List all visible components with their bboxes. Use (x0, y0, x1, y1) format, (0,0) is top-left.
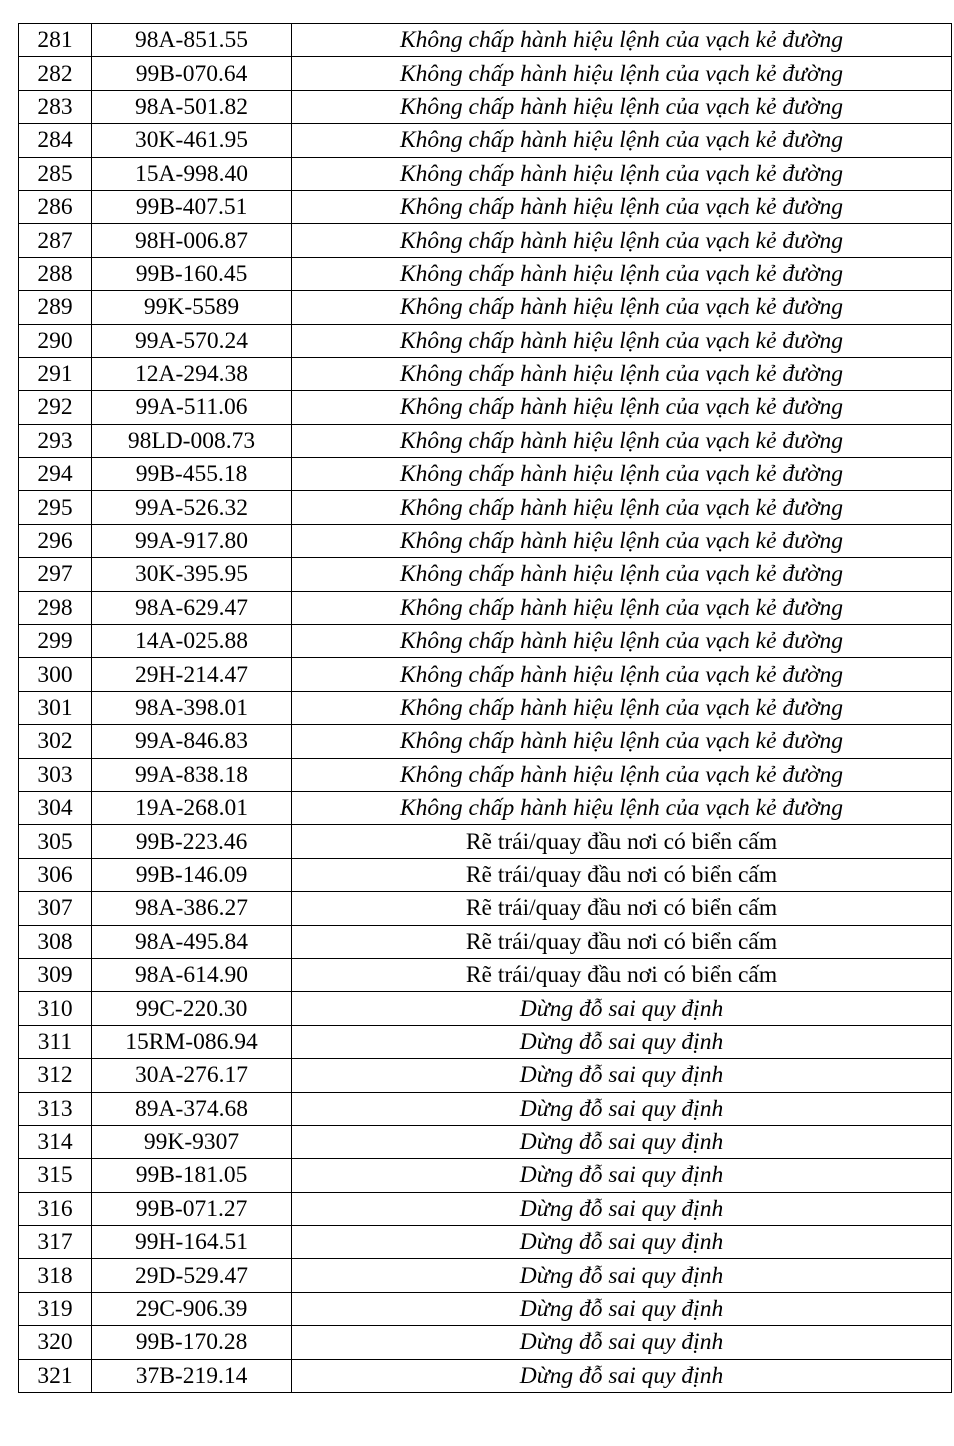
row-number-cell: 287 (19, 224, 92, 257)
row-number-cell: 301 (19, 691, 92, 724)
violation-description-cell: Rẽ trái/quay đầu nơi có biển cấm (292, 858, 952, 891)
row-number-cell: 317 (19, 1226, 92, 1259)
row-number-cell: 285 (19, 157, 92, 190)
table-row (19, 90, 952, 123)
violation-description-cell: Không chấp hành hiệu lệnh của vạch kẻ đường (292, 558, 952, 591)
violation-description-cell: Không chấp hành hiệu lệnh của vạch kẻ đường (292, 524, 952, 557)
license-plate-cell: 99A-526.32 (92, 491, 292, 524)
license-plate-cell: 29D-529.47 (92, 1259, 292, 1292)
row-number-cell: 295 (19, 491, 92, 524)
license-plate-cell: 99B-071.27 (92, 1192, 292, 1225)
table-row (19, 524, 952, 557)
row-number-cell: 282 (19, 57, 92, 90)
license-plate-cell: 99B-181.05 (92, 1159, 292, 1192)
violation-list-page (18, 23, 951, 1393)
violation-description-cell: Không chấp hành hiệu lệnh của vạch kẻ đường (292, 224, 952, 257)
license-plate-cell: 12A-294.38 (92, 357, 292, 390)
violation-description-cell: Dừng đỗ sai quy định (292, 1025, 952, 1058)
license-plate-cell: 98A-495.84 (92, 925, 292, 958)
table-row (19, 691, 952, 724)
row-number-cell: 302 (19, 725, 92, 758)
row-number-cell: 311 (19, 1025, 92, 1058)
row-number-cell: 321 (19, 1359, 92, 1392)
table-row (19, 257, 952, 290)
license-plate-cell: 98A-851.55 (92, 24, 292, 57)
license-plate-cell: 14A-025.88 (92, 625, 292, 658)
license-plate-cell: 99K-9307 (92, 1125, 292, 1158)
license-plate-cell: 29H-214.47 (92, 658, 292, 691)
row-number-cell: 292 (19, 391, 92, 424)
license-plate-cell: 99B-223.46 (92, 825, 292, 858)
violation-description-cell: Không chấp hành hiệu lệnh của vạch kẻ đường (292, 491, 952, 524)
license-plate-cell: 37B-219.14 (92, 1359, 292, 1392)
table-row (19, 1192, 952, 1225)
row-number-cell: 291 (19, 357, 92, 390)
row-number-cell: 299 (19, 625, 92, 658)
row-number-cell: 316 (19, 1192, 92, 1225)
license-plate-cell: 98LD-008.73 (92, 424, 292, 457)
row-number-cell: 290 (19, 324, 92, 357)
license-plate-cell: 99K-5589 (92, 291, 292, 324)
license-plate-cell: 98H-006.87 (92, 224, 292, 257)
row-number-cell: 294 (19, 458, 92, 491)
row-number-cell: 297 (19, 558, 92, 591)
table-row (19, 1226, 952, 1259)
violation-description-cell: Dừng đỗ sai quy định (292, 1125, 952, 1158)
license-plate-cell: 99B-160.45 (92, 257, 292, 290)
violation-description-cell: Không chấp hành hiệu lệnh của vạch kẻ đường (292, 124, 952, 157)
license-plate-cell: 98A-614.90 (92, 958, 292, 991)
license-plate-cell: 99C-220.30 (92, 992, 292, 1025)
table-row (19, 858, 952, 891)
row-number-cell: 309 (19, 958, 92, 991)
table-row (19, 725, 952, 758)
violation-description-cell: Không chấp hành hiệu lệnh của vạch kẻ đường (292, 725, 952, 758)
row-number-cell: 310 (19, 992, 92, 1025)
license-plate-cell: 98A-398.01 (92, 691, 292, 724)
table-row (19, 1125, 952, 1158)
license-plate-cell: 99A-838.18 (92, 758, 292, 791)
row-number-cell: 289 (19, 291, 92, 324)
license-plate-cell: 99A-917.80 (92, 524, 292, 557)
row-number-cell: 315 (19, 1159, 92, 1192)
license-plate-cell: 15A-998.40 (92, 157, 292, 190)
table-row (19, 591, 952, 624)
table-row (19, 491, 952, 524)
violation-description-cell: Dừng đỗ sai quy định (292, 992, 952, 1025)
table-row (19, 1292, 952, 1325)
table-row (19, 124, 952, 157)
violation-description-cell: Không chấp hành hiệu lệnh của vạch kẻ đường (292, 357, 952, 390)
violation-description-cell: Rẽ trái/quay đầu nơi có biển cấm (292, 825, 952, 858)
license-plate-cell: 15RM-086.94 (92, 1025, 292, 1058)
table-row (19, 758, 952, 791)
table-row (19, 291, 952, 324)
row-number-cell: 308 (19, 925, 92, 958)
license-plate-cell: 99A-570.24 (92, 324, 292, 357)
row-number-cell: 313 (19, 1092, 92, 1125)
license-plate-cell: 98A-386.27 (92, 892, 292, 925)
violation-description-cell: Không chấp hành hiệu lệnh của vạch kẻ đường (292, 591, 952, 624)
violation-description-cell: Không chấp hành hiệu lệnh của vạch kẻ đường (292, 257, 952, 290)
table-row (19, 1159, 952, 1192)
table-row (19, 992, 952, 1025)
row-number-cell: 298 (19, 591, 92, 624)
license-plate-cell: 99H-164.51 (92, 1226, 292, 1259)
table-row (19, 958, 952, 991)
row-number-cell: 304 (19, 791, 92, 824)
table-row (19, 1259, 952, 1292)
row-number-cell: 284 (19, 124, 92, 157)
violation-description-cell: Không chấp hành hiệu lệnh của vạch kẻ đường (292, 90, 952, 123)
license-plate-cell: 98A-629.47 (92, 591, 292, 624)
violation-description-cell: Dừng đỗ sai quy định (292, 1226, 952, 1259)
table-row (19, 157, 952, 190)
violation-description-cell: Không chấp hành hiệu lệnh của vạch kẻ đường (292, 791, 952, 824)
table-row (19, 57, 952, 90)
table-row (19, 424, 952, 457)
violation-description-cell: Không chấp hành hiệu lệnh của vạch kẻ đường (292, 291, 952, 324)
table-row (19, 558, 952, 591)
license-plate-cell: 99A-511.06 (92, 391, 292, 424)
table-row (19, 1326, 952, 1359)
row-number-cell: 320 (19, 1326, 92, 1359)
violation-description-cell: Dừng đỗ sai quy định (292, 1092, 952, 1125)
table-row (19, 791, 952, 824)
row-number-cell: 293 (19, 424, 92, 457)
row-number-cell: 296 (19, 524, 92, 557)
violation-description-cell: Không chấp hành hiệu lệnh của vạch kẻ đường (292, 391, 952, 424)
violation-description-cell: Dừng đỗ sai quy định (292, 1359, 952, 1392)
violation-description-cell: Không chấp hành hiệu lệnh của vạch kẻ đường (292, 57, 952, 90)
license-plate-cell: 30K-461.95 (92, 124, 292, 157)
license-plate-cell: 99A-846.83 (92, 725, 292, 758)
row-number-cell: 307 (19, 892, 92, 925)
row-number-cell: 314 (19, 1125, 92, 1158)
row-number-cell: 281 (19, 24, 92, 57)
license-plate-cell: 99B-455.18 (92, 458, 292, 491)
violation-description-cell: Dừng đỗ sai quy định (292, 1326, 952, 1359)
license-plate-cell: 99B-170.28 (92, 1326, 292, 1359)
row-number-cell: 283 (19, 90, 92, 123)
table-row (19, 658, 952, 691)
violation-table (18, 23, 952, 1393)
row-number-cell: 312 (19, 1059, 92, 1092)
row-number-cell: 303 (19, 758, 92, 791)
violation-description-cell: Rẽ trái/quay đầu nơi có biển cấm (292, 958, 952, 991)
table-row (19, 391, 952, 424)
row-number-cell: 288 (19, 257, 92, 290)
table-row (19, 1359, 952, 1392)
table-row (19, 892, 952, 925)
violation-description-cell: Rẽ trái/quay đầu nơi có biển cấm (292, 925, 952, 958)
table-row (19, 825, 952, 858)
table-row (19, 324, 952, 357)
table-row (19, 357, 952, 390)
table-row (19, 1025, 952, 1058)
row-number-cell: 286 (19, 190, 92, 223)
row-number-cell: 318 (19, 1259, 92, 1292)
table-row (19, 458, 952, 491)
violation-description-cell: Dừng đỗ sai quy định (292, 1259, 952, 1292)
license-plate-cell: 99B-146.09 (92, 858, 292, 891)
license-plate-cell: 89A-374.68 (92, 1092, 292, 1125)
table-row (19, 925, 952, 958)
violation-description-cell: Không chấp hành hiệu lệnh của vạch kẻ đường (292, 691, 952, 724)
license-plate-cell: 29C-906.39 (92, 1292, 292, 1325)
violation-description-cell: Không chấp hành hiệu lệnh của vạch kẻ đường (292, 190, 952, 223)
violation-description-cell: Không chấp hành hiệu lệnh của vạch kẻ đường (292, 658, 952, 691)
license-plate-cell: 99B-070.64 (92, 57, 292, 90)
violation-description-cell: Không chấp hành hiệu lệnh của vạch kẻ đường (292, 324, 952, 357)
violation-description-cell: Dừng đỗ sai quy định (292, 1159, 952, 1192)
table-row (19, 190, 952, 223)
violation-description-cell: Rẽ trái/quay đầu nơi có biển cấm (292, 892, 952, 925)
row-number-cell: 319 (19, 1292, 92, 1325)
violation-description-cell: Không chấp hành hiệu lệnh của vạch kẻ đường (292, 458, 952, 491)
table-row (19, 1092, 952, 1125)
violation-description-cell: Không chấp hành hiệu lệnh của vạch kẻ đường (292, 157, 952, 190)
violation-description-cell: Không chấp hành hiệu lệnh của vạch kẻ đường (292, 24, 952, 57)
row-number-cell: 300 (19, 658, 92, 691)
violation-description-cell: Dừng đỗ sai quy định (292, 1292, 952, 1325)
violation-description-cell: Không chấp hành hiệu lệnh của vạch kẻ đường (292, 424, 952, 457)
license-plate-cell: 30A-276.17 (92, 1059, 292, 1092)
table-row (19, 625, 952, 658)
violation-description-cell: Không chấp hành hiệu lệnh của vạch kẻ đường (292, 758, 952, 791)
row-number-cell: 306 (19, 858, 92, 891)
violation-description-cell: Dừng đỗ sai quy định (292, 1192, 952, 1225)
row-number-cell: 305 (19, 825, 92, 858)
violation-description-cell: Không chấp hành hiệu lệnh của vạch kẻ đường (292, 625, 952, 658)
table-row (19, 224, 952, 257)
table-row (19, 24, 952, 57)
license-plate-cell: 19A-268.01 (92, 791, 292, 824)
license-plate-cell: 99B-407.51 (92, 190, 292, 223)
license-plate-cell: 30K-395.95 (92, 558, 292, 591)
table-row (19, 1059, 952, 1092)
violation-table-body (19, 24, 952, 1393)
license-plate-cell: 98A-501.82 (92, 90, 292, 123)
violation-description-cell: Dừng đỗ sai quy định (292, 1059, 952, 1092)
